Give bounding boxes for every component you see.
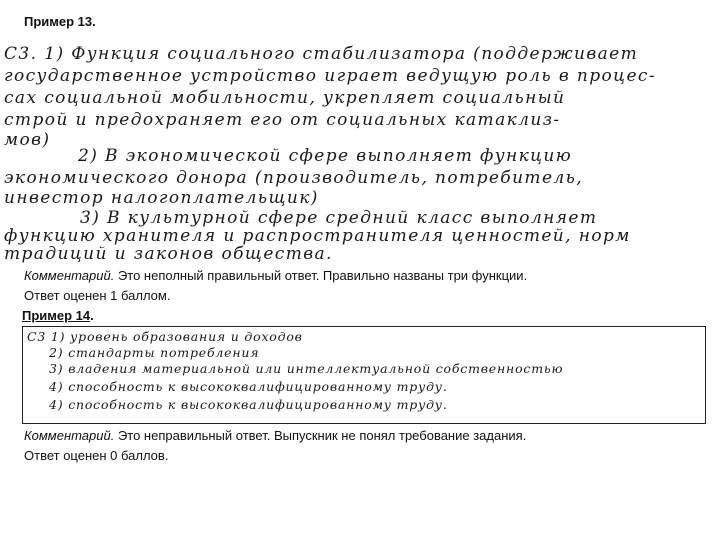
handwritten-line: 2) В экономической сфере выполняет функцию (78, 146, 573, 166)
score-14: Ответ оценен 0 баллов. (24, 448, 169, 463)
handwritten-line: 2) стандарты потребления (49, 345, 260, 360)
comment-14 (24, 428, 526, 443)
handwritten-line: С3. 1) Функция социального стабилизатора (поддерживает (4, 44, 639, 64)
handwritten-line: сах социальной мобильности, укрепляет социальный (4, 88, 566, 108)
handwritten-line: традиций и законов общества. (4, 244, 333, 264)
handwritten-line: функцию хранителя и распространителя ценностей, норм (4, 226, 631, 246)
handwritten-line: С3 1) уровень образования и доходов (27, 329, 303, 344)
handwritten-line: инвестор налогоплательщик) (4, 188, 319, 208)
handwritten-answer-scan-13 (0, 36, 706, 264)
comment-text: Это неполный правильный ответ. Правильно названы три функции. (114, 268, 528, 283)
comment-label: Комментарий. (24, 268, 115, 283)
handwritten-line: государственное устройство играет ведущую роль в процес- (4, 66, 656, 86)
handwritten-line: 3) владения материальной или интеллектуальной собственностью (49, 361, 564, 376)
comment-label: Комментарий. (24, 428, 115, 443)
handwritten-line: строй и предохраняет его от социальных катаклиз- (4, 110, 561, 130)
comment-text: Это неправильный ответ. Выпускник не понял требование задания. (114, 428, 527, 443)
handwritten-line: 4) способность к высококвалифицированному труду. (49, 379, 448, 394)
handwritten-answer-scan-14 (22, 326, 706, 424)
handwritten-line: экономического донора (производитель, потребитель, (4, 168, 584, 188)
score-13: Ответ оценен 1 баллом. (24, 288, 171, 303)
example-14-heading (22, 308, 94, 323)
example-14-heading-dot: . (90, 308, 94, 323)
handwritten-line: мов) (4, 130, 51, 150)
example-13-heading: Пример 13. (24, 14, 96, 29)
example-14-heading-text: Пример 14 (22, 308, 91, 323)
handwritten-line: 3) В культурной сфере средний класс выполняет (80, 208, 598, 228)
handwritten-line: 4) способность к высококвалифицированному труду. (49, 397, 448, 412)
comment-13 (24, 268, 527, 283)
